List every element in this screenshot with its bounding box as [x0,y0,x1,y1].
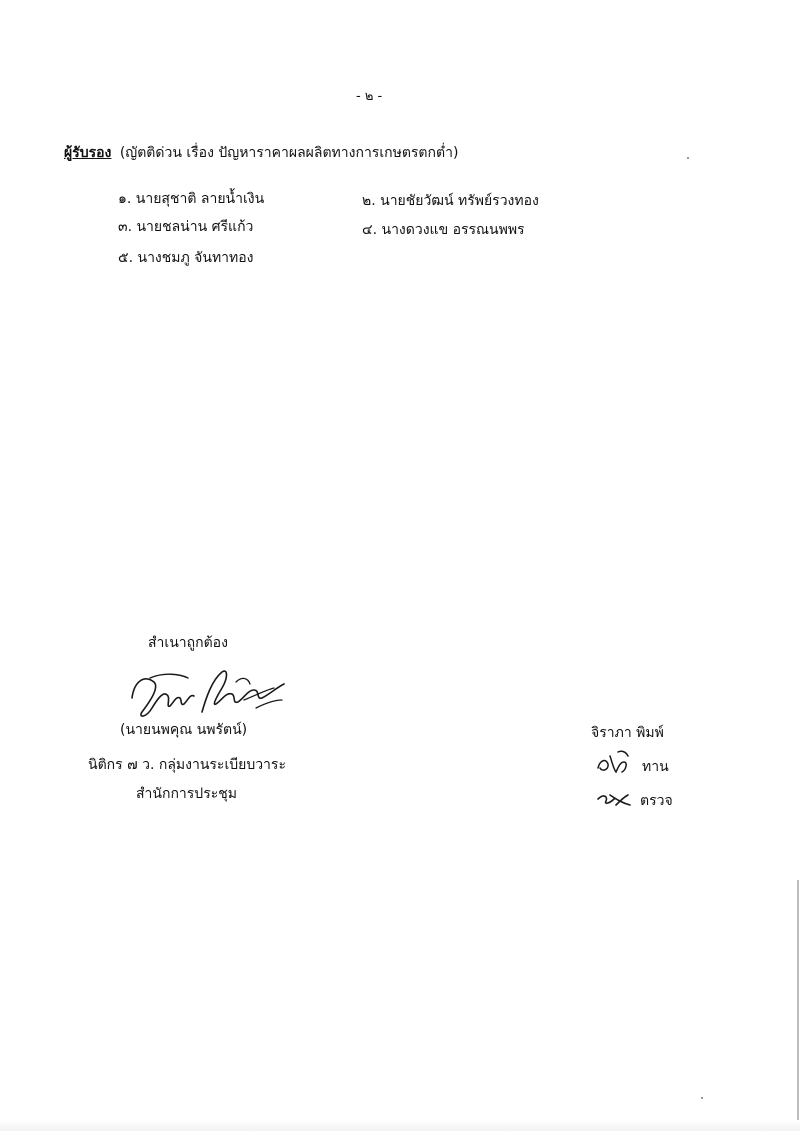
signer-5: ๕. นางชมภู จันทาทอง [118,250,254,266]
signer-3: ๓. นายชลน่าน ศรีแก้ว [118,219,254,235]
scan-speck [701,1097,703,1099]
handwritten-check-mark [596,789,632,809]
signer-2: ๒. นายชัยวัฒน์ ทรัพย์รวงทอง [362,193,539,209]
signer-4: ๔. นางดวงแข อรรณนพพร [362,222,525,238]
typed-by-label: ทาน [642,759,669,775]
handwritten-initials [594,748,634,778]
typist-note: จิราภา พิมพ์ [591,725,664,741]
certifier-position: นิติกร ๗ ว. กลุ่มงานระเบียบวาระ [88,757,286,773]
heading-label: ผู้รับรอง [64,145,112,161]
certified-true-copy-label: สำเนาถูกต้อง [148,635,228,651]
scan-speck [687,157,689,159]
scan-edge [797,880,799,1130]
heading [64,144,458,162]
certifier-office: สำนักการประชุม [136,786,237,802]
page-number: - ๒ - [356,89,383,104]
signer-1: ๑. นายสุชาติ ลายน้ำเงิน [118,191,265,207]
handwritten-signature [124,660,294,725]
heading-subject: (ญัตติด่วน เรื่อง ปัญหาราคาผลผลิตทางการเกษตรตกต่ำ) [119,145,459,161]
checked-by-label: ตรวจ [640,793,673,809]
scan-edge [0,1120,800,1131]
certifier-name: (นายนพคุณ นพรัตน์) [120,722,248,738]
